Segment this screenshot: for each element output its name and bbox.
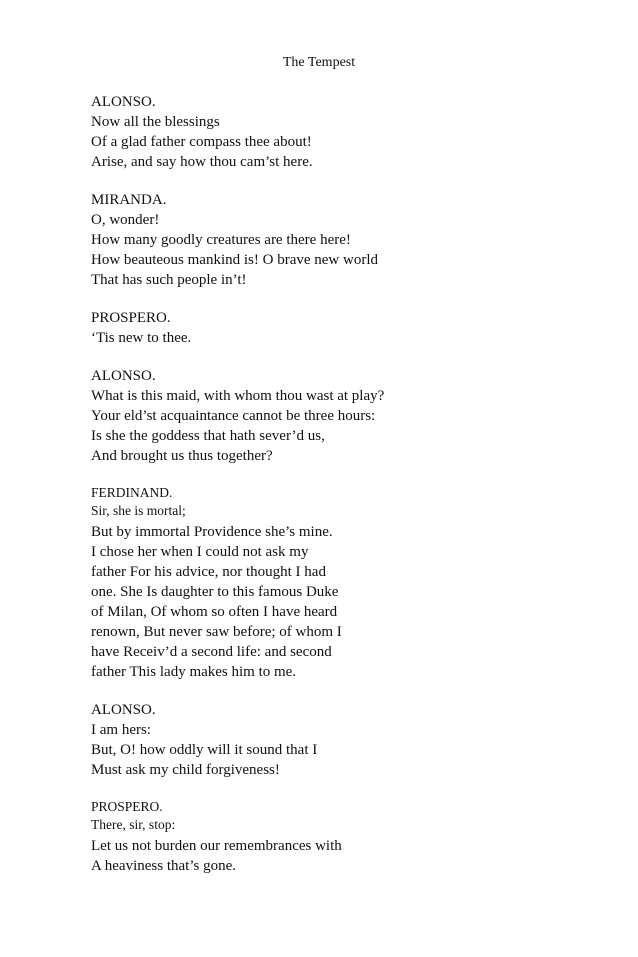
speaker-name: ALONSO. (91, 702, 156, 718)
speech-alonso-2 (91, 366, 571, 466)
verse-line: And brought us thus together? (91, 448, 273, 464)
verse-line: ‘Tis new to thee. (91, 330, 192, 346)
verse-line: Your eld’st acquaintance cannot be three hours: (91, 408, 376, 424)
verse-line: father This lady makes him to me. (91, 664, 297, 680)
verse-line: There, sir, stop: (91, 817, 176, 832)
verse-line: Is she the goddess that hath sever’d us, (91, 428, 325, 444)
speaker-name: ALONSO. (91, 94, 156, 110)
verse-line: one. She Is daughter to this famous Duke (91, 584, 339, 600)
verse-line: How beauteous mankind is! O brave new world (91, 252, 379, 268)
speech-prospero-1 (91, 308, 571, 348)
verse-line: Now all the blessings (91, 114, 220, 130)
speech-prospero-2 (91, 798, 571, 876)
speech-alonso-1 (91, 92, 571, 172)
verse-line: have Receiv’d a second life: and second (91, 644, 332, 660)
verse-line: Arise, and say how thou cam’st here. (91, 154, 313, 170)
verse-line: But by immortal Providence she’s mine. (91, 524, 333, 540)
verse-line: Let us not burden our remembrances with (91, 838, 342, 854)
speaker-name: FERDINAND. (91, 485, 173, 500)
verse-line: renown, But never saw before; of whom I (91, 624, 342, 640)
verse-line: What is this maid, with whom thou wast at play? (91, 388, 385, 404)
script-body (91, 92, 571, 894)
speaker-name: PROSPERO. (91, 310, 171, 326)
speech-miranda (91, 190, 571, 290)
verse-line: Sir, she is mortal; (91, 503, 186, 518)
verse-line: O, wonder! (91, 212, 160, 228)
verse-line: How many goodly creatures are there here! (91, 232, 351, 248)
speech-alonso-3 (91, 700, 571, 780)
verse-line: I chose her when I could not ask my (91, 544, 309, 560)
verse-line: A heaviness that’s gone. (91, 858, 236, 874)
verse-line: of Milan, Of whom so often I have heard (91, 604, 338, 620)
verse-line: father For his advice, nor thought I had (91, 564, 326, 580)
verse-line: Of a glad father compass thee about! (91, 134, 312, 150)
page-title: The Tempest (282, 55, 356, 70)
speaker-name: PROSPERO. (91, 799, 163, 814)
speech-ferdinand (91, 484, 571, 682)
verse-line: But, O! how oddly will it sound that I (91, 742, 318, 758)
speaker-name: ALONSO. (91, 368, 156, 384)
verse-line: That has such people in’t! (91, 272, 247, 288)
verse-line: Must ask my child forgiveness! (91, 762, 280, 778)
speaker-name: MIRANDA. (91, 192, 167, 208)
verse-line: I am hers: (91, 722, 151, 738)
